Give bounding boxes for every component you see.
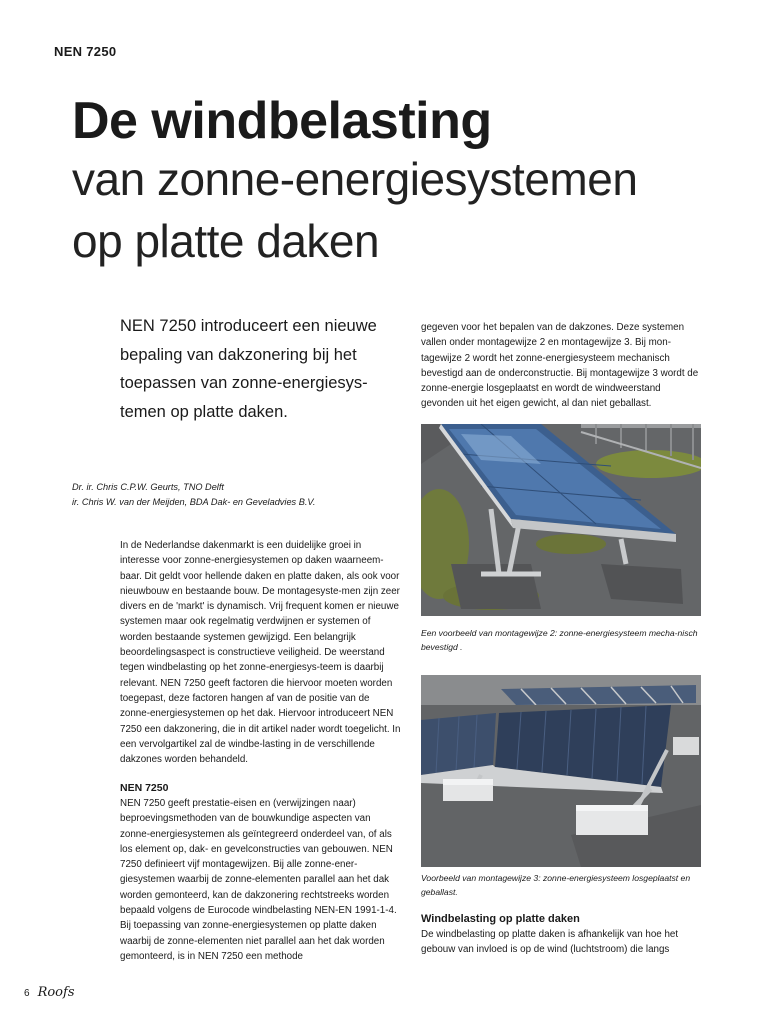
photo-montagewijze-3 xyxy=(421,675,701,867)
page-footer xyxy=(24,985,75,1000)
subtitle-line-2: op platte daken xyxy=(72,215,380,267)
author-block xyxy=(72,480,412,510)
body-paragraph-3: gegeven voor het bepalen van de dakzones. Deze systemen vallen onder montagewijze 2 en montagewijze 3. Bij mon-tagewijze 2 wordt het zonne-energiesysteem mechanisch bevestigd aan de onderconstructie. Bij montagewijze 3 wordt de zonne-energie losgeplaatst en wordt de windweerstand gevonden uit het eigen gewicht, al dan niet geballast. xyxy=(421,322,699,410)
article-title: De windbelasting xyxy=(72,92,492,150)
subtitle-line-1: van zonne-energiesystemen xyxy=(72,153,638,205)
photo-montagewijze-2-image xyxy=(421,424,701,616)
magazine-logo: Roofs xyxy=(37,985,75,1000)
body-paragraph-2: NEN 7250 geeft prestatie-eisen en (verwijzingen naar) beproevingsmethoden van de bouwkundige aspecten van zonne-energiesystemen als geïntegreerd onderdeel van, of als los element op, dak- en gevelconstructies van gebouwen. NEN 7250 definieert vijf montagewijzen. Bij alle zonne-ener-giesystemen waarbij de zonne-elementen parallel aan het dak worden gemonteerd, kan de dakzonering rechtstreeks worden bepaald volgens de Eurocode windbelasting NEN-EN 1991-1-4. Bij toepassing van zonne-energiesystemen op platte daken waarbij de zonne-elementen niet parallel aan het dak worden gemonteerd, is in NEN 7250 een methode xyxy=(120,798,397,962)
author-1: Dr. ir. Chris C.P.W. Geurts, TNO Delft xyxy=(72,482,224,492)
body-paragraph-1: In de Nederlandse dakenmarkt is een duidelijke groei in interesse voor zonne-energiesystemen op daken waarneem-baar. Dit geldt voor hellende daken en platte daken, als ook voor nieuwbouw en bestaande bouw. De montagesyste-men zijn zeer divers en de 'markt' is dynamisch. Vrij frequent komen er nieuwe systemen maar ook regelmatig verdwijnen er systemen of worden bestaande systemen gewijzigd. Een belangrijk beoordelingsaspect is constructieve veiligheid. De weerstand tegen windbelasting op het zonne-energiesys-teem is daarbij relevant. NEN 7250 geeft factoren die hiervoor moeten worden toegepast, deze factoren hangen af van de positie van de zonne-energiesystemen op het dak. Hiervoor introduceert NEN 7250 een dakzonering, die in dit artikel nader wordt toegelicht. In een vervolgartikel zal de windbe-lasting in de verschillende dakzones worden behandeld. xyxy=(120,540,401,766)
intro-lead: NEN 7250 introduceert een nieuwe bepaling van dakzonering bij het toepassen van zonne-energiesys-temen op platte daken. xyxy=(120,317,377,421)
nen-section xyxy=(120,780,402,964)
article-subtitle xyxy=(72,148,637,272)
section-heading-wind: Windbelasting op platte daken xyxy=(421,913,580,925)
photo-montagewijze-2 xyxy=(421,424,701,616)
body-paragraph-4: De windbelasting op platte daken is afhankelijk van hoe het gebouw van invloed is op de wind (luchtstroom) die langs xyxy=(421,929,679,956)
caption-photo-2: Voorbeeld van montagewijze 3: zonne-energiesysteem losgeplaatst en geballast. xyxy=(421,873,691,897)
author-2: ir. Chris W. van der Meijden, BDA Dak- en Geveladvies B.V. xyxy=(72,497,316,507)
caption-photo-1: Een voorbeeld van montagewijze 2: zonne-energiesysteem mecha-nisch bevestigd . xyxy=(421,628,698,652)
section-label: NEN 7250 xyxy=(54,44,117,59)
photo-montagewijze-3-image xyxy=(421,675,701,867)
page-number: 6 xyxy=(24,988,30,999)
wind-section xyxy=(421,911,703,958)
section-heading-nen: NEN 7250 xyxy=(120,782,169,794)
